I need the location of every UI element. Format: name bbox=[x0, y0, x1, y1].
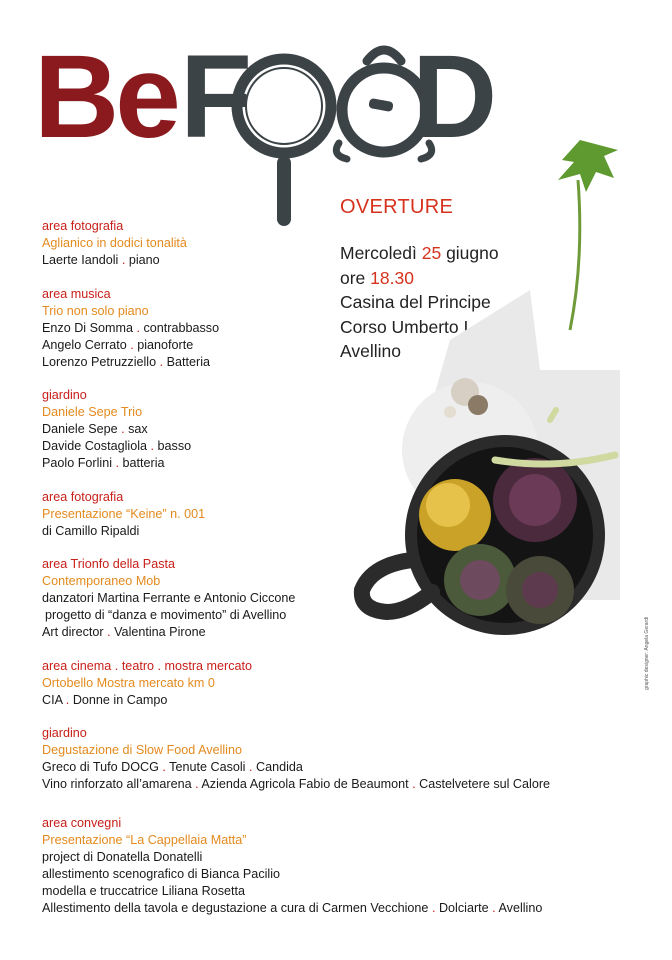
event-title: OVERTURE bbox=[340, 196, 454, 218]
wine-name: Vino rinforzato all’amarena bbox=[42, 777, 192, 791]
program-section bbox=[42, 286, 602, 371]
section-title: Contemporaneo Mob bbox=[42, 574, 161, 588]
performer-name: Davide Costagliola bbox=[42, 439, 148, 453]
logo-be: Be bbox=[34, 31, 177, 163]
section-line: Laerte Iandoli . piano bbox=[42, 253, 160, 267]
logo-f: F bbox=[180, 31, 253, 163]
section-line: allestimento scenografico di Bianca Pacilio bbox=[42, 867, 281, 881]
program-section bbox=[42, 387, 602, 472]
performer-name: Angelo Cerrato bbox=[42, 337, 127, 352]
performer-role: Art director bbox=[42, 625, 104, 639]
section-line: Lorenzo Petruzziello . Batteria bbox=[42, 354, 211, 369]
section-area: area musica bbox=[42, 286, 111, 301]
area-part: teatro bbox=[121, 658, 155, 673]
program-section bbox=[42, 815, 602, 917]
performer-role: basso bbox=[157, 439, 192, 453]
producer-name: Candida bbox=[255, 760, 303, 774]
designer-credit: graphic designer: Angela Gerardi bbox=[644, 616, 650, 690]
program-section bbox=[42, 658, 602, 709]
org-name: Dolciarte bbox=[438, 901, 489, 915]
section-title: Degustazione di Slow Food Avellino bbox=[42, 743, 242, 757]
performer-name: Valentina Pirone bbox=[114, 625, 206, 639]
section-line: CIA . Donne in Campo bbox=[42, 692, 168, 707]
program-section bbox=[42, 489, 602, 540]
section-line: Paolo Forlini . batteria bbox=[42, 456, 165, 470]
section-title: Trio non solo piano bbox=[42, 303, 149, 318]
section-line: Vino rinforzato all’amarena . Azienda Agricola Fabio de Beaumont . Castelvetere sul Calore bbox=[42, 777, 551, 791]
event-venue: Casina del Principe bbox=[340, 292, 491, 312]
event-day-number: 25 bbox=[421, 243, 442, 263]
performer-role: sax bbox=[128, 422, 148, 436]
event-day-name: Mercoledì bbox=[340, 243, 417, 263]
section-title: Aglianico in dodici tonalità bbox=[42, 236, 187, 250]
area-part: area cinema bbox=[42, 658, 112, 673]
section-title: Daniele Sepe Trio bbox=[42, 405, 143, 419]
performer-role: contrabbasso bbox=[143, 320, 220, 335]
section-area: giardino bbox=[42, 388, 87, 402]
performer-role: pianoforte bbox=[137, 337, 194, 352]
section-title: Presentazione “La Cappellaia Matta” bbox=[42, 833, 247, 847]
section-line: di Camillo Ripaldi bbox=[42, 523, 140, 538]
performer-role: Batteria bbox=[166, 354, 211, 369]
org-name: Donne in Campo bbox=[72, 692, 168, 707]
performer-name: Daniele Sepe bbox=[42, 422, 118, 436]
performer-role: batteria bbox=[122, 456, 165, 470]
section-line: project di Donatella Donatelli bbox=[42, 850, 203, 864]
logo-d: D bbox=[412, 31, 498, 163]
event-street: Corso Umberto I bbox=[340, 316, 469, 337]
event-time-prefix: ore bbox=[340, 267, 366, 288]
event-time-value: 18.30 bbox=[370, 267, 414, 288]
section-title: Presentazione “Keine” n. 001 bbox=[42, 506, 206, 521]
place-name: Avellino bbox=[498, 901, 543, 915]
performer-name: Laerte Iandoli bbox=[42, 253, 119, 267]
section-line: Davide Costagliola . basso bbox=[42, 439, 192, 453]
event-month: giugno bbox=[446, 243, 499, 263]
credit-text: Allestimento della tavola e degustazione a cura di Carmen Vecchione bbox=[42, 901, 429, 915]
section-area: area fotografia bbox=[42, 489, 124, 504]
area-part: mostra mercato bbox=[164, 658, 253, 673]
program-section bbox=[42, 725, 602, 793]
performer-role: piano bbox=[128, 253, 160, 267]
section-line: Angelo Cerrato . pianoforte bbox=[42, 337, 194, 352]
section-line: danzatori Martina Ferrante e Antonio Ciccone bbox=[42, 591, 296, 605]
section-line: Greco di Tufo DOCG . Tenute Casoli . Candida bbox=[42, 760, 303, 774]
program-section bbox=[42, 218, 602, 269]
program-list bbox=[42, 218, 602, 934]
producer-name: Tenute Casoli bbox=[169, 760, 246, 774]
section-line: Enzo Di Somma . contrabbasso bbox=[42, 320, 220, 335]
section-title: Ortobello Mostra mercato km 0 bbox=[42, 675, 215, 690]
performer-name: Enzo Di Somma bbox=[42, 320, 133, 335]
producer-name: Azienda Agricola Fabio de Beaumont bbox=[201, 777, 409, 791]
section-area: area fotografia bbox=[42, 219, 124, 233]
section-line: progetto di “danza e movimento” di Avellino bbox=[45, 608, 287, 622]
producer-place: Castelvetere sul Calore bbox=[419, 777, 551, 791]
section-area: giardino bbox=[42, 726, 87, 740]
section-area: area Trionfo della Pasta bbox=[42, 557, 176, 571]
performer-name: Lorenzo Petruzziello bbox=[42, 354, 157, 369]
performer-name: Paolo Forlini bbox=[42, 456, 112, 470]
section-line: modella e truccatrice Liliana Rosetta bbox=[42, 884, 246, 898]
section-area: area cinema . teatro . mostra mercato bbox=[42, 658, 253, 673]
section-line: Art director . Valentina Pirone bbox=[42, 625, 206, 639]
wine-name: Greco di Tufo DOCG bbox=[42, 760, 159, 774]
section-line: Daniele Sepe . sax bbox=[42, 422, 148, 436]
section-area: area convegni bbox=[42, 816, 122, 830]
program-section bbox=[42, 556, 602, 641]
org-name: CIA bbox=[42, 692, 63, 707]
event-city: Avellino bbox=[340, 341, 401, 361]
section-line: Allestimento della tavola e degustazione a cura di Carmen Vecchione . Dolciarte . Avellino bbox=[42, 901, 543, 915]
